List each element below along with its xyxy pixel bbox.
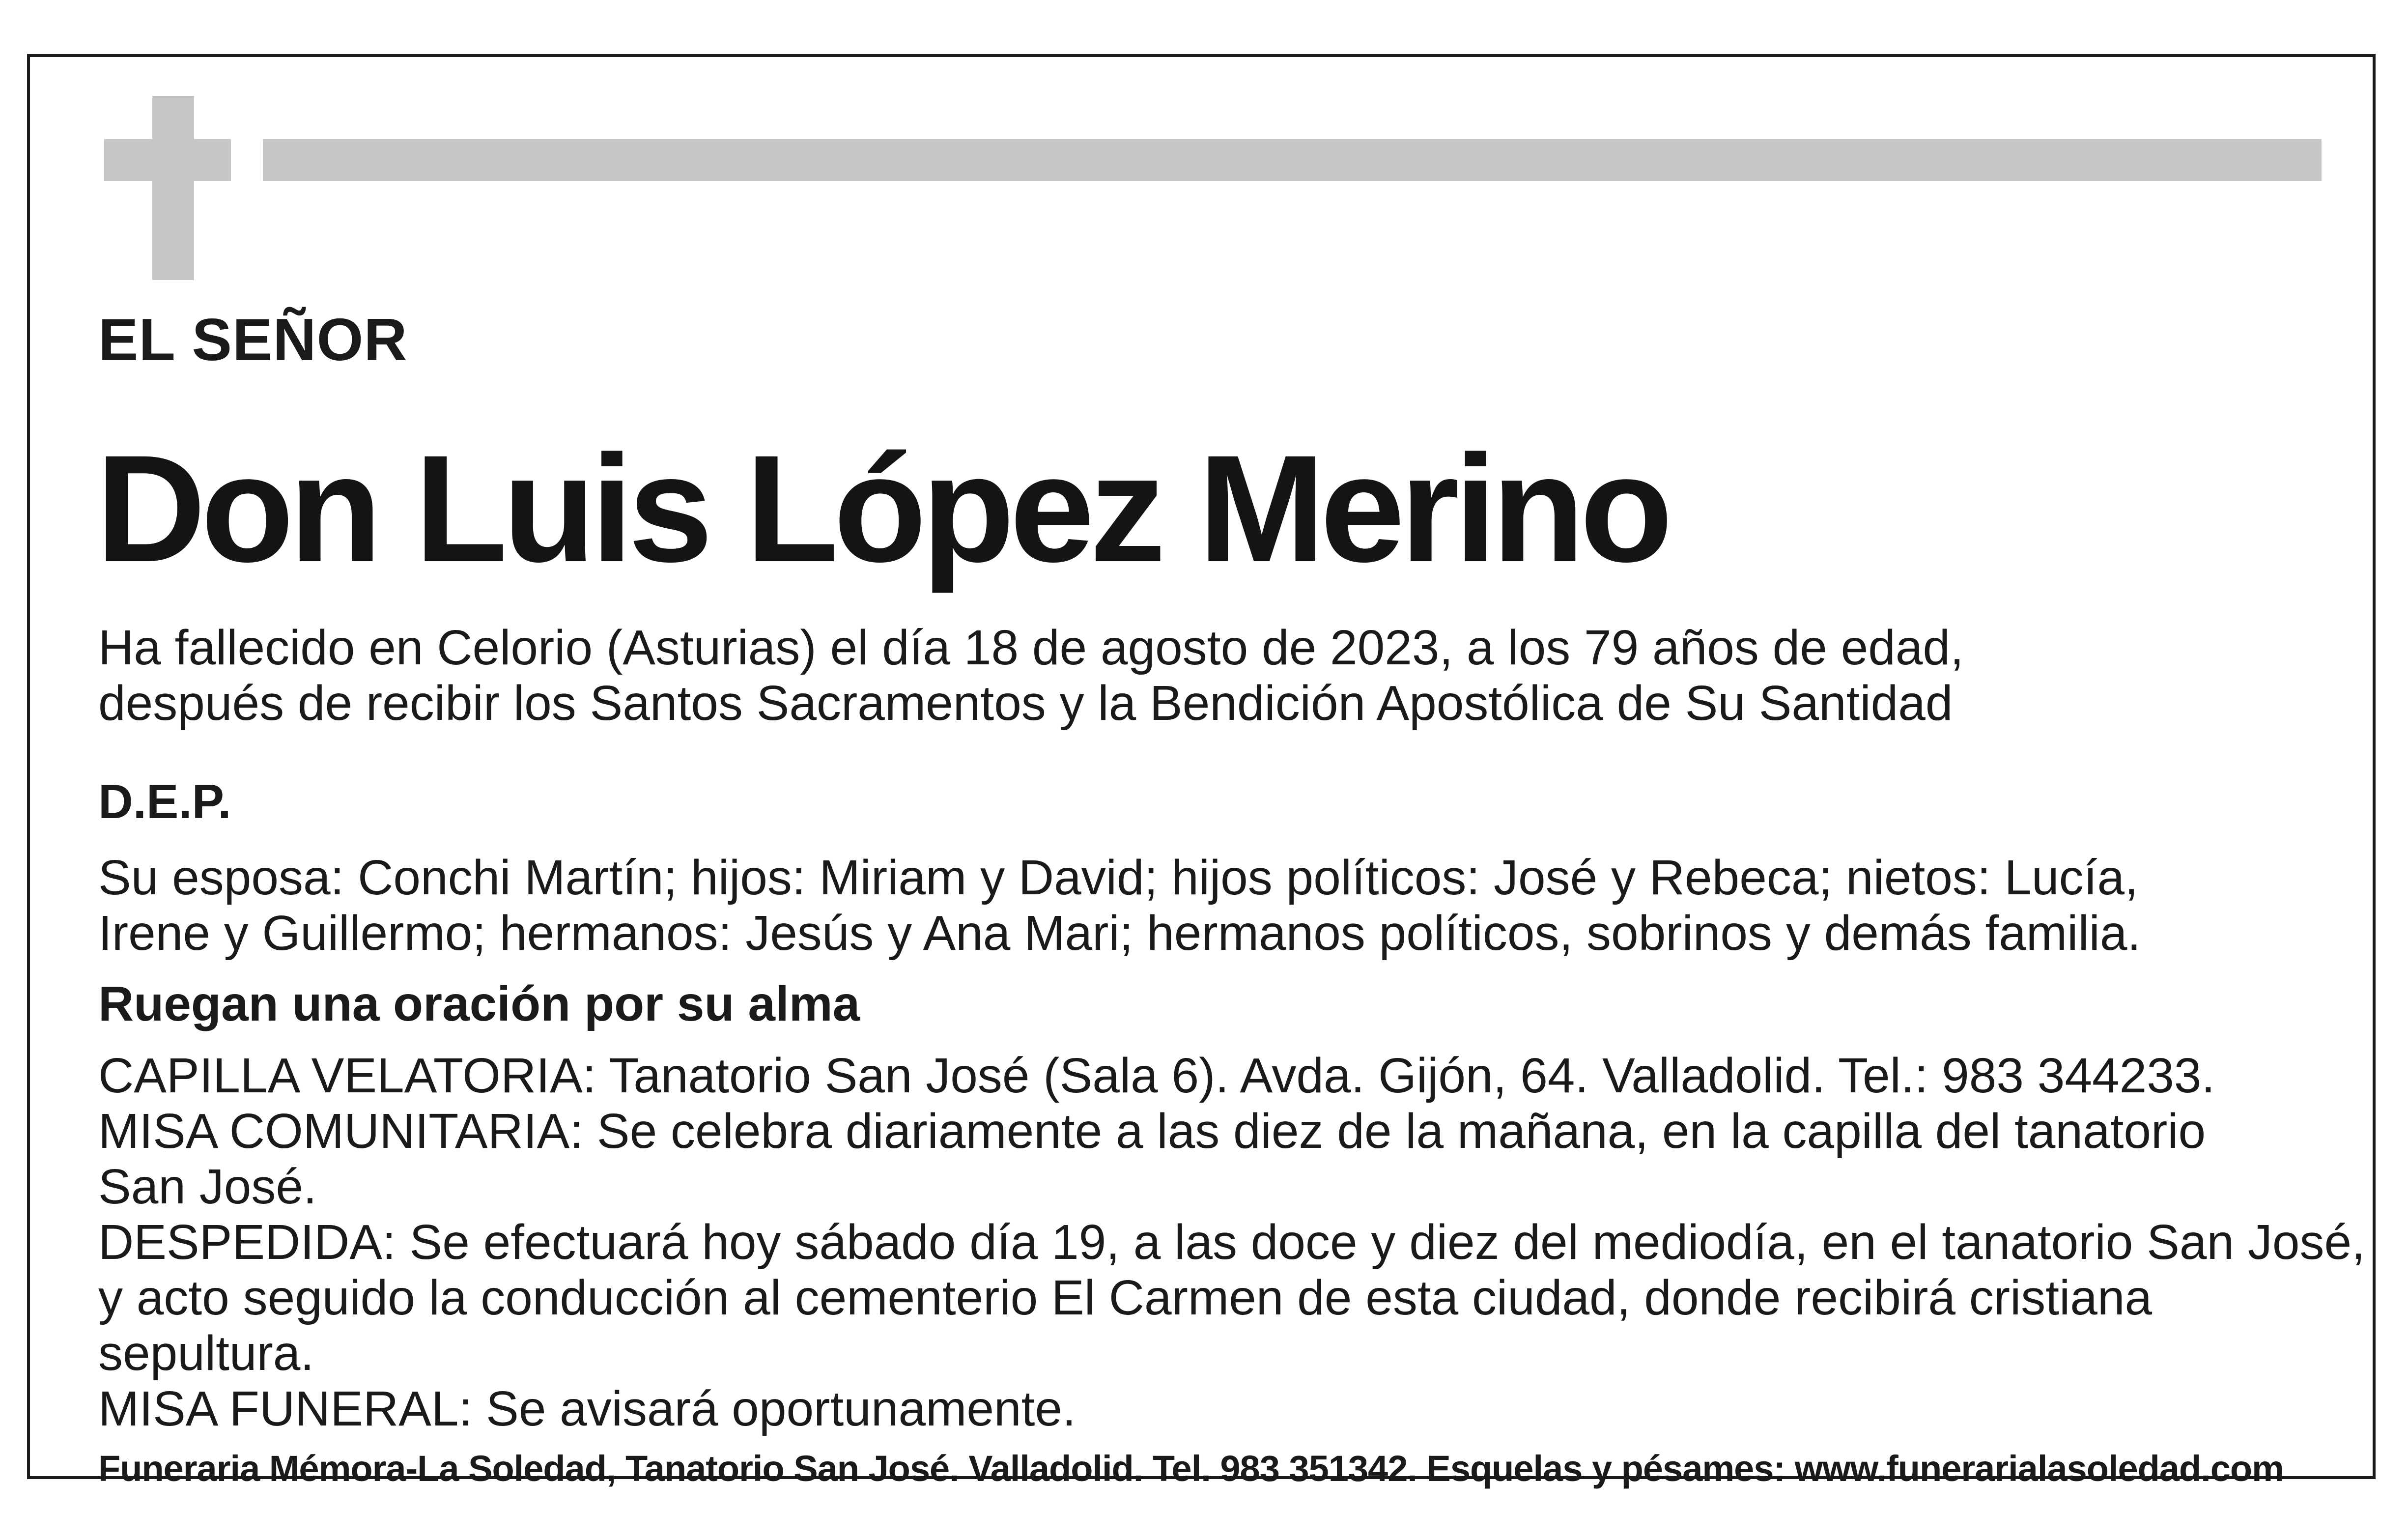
service-details xyxy=(98,1048,2365,1437)
family-line: Irene y Guillermo; hermanos: Jesús y Ana Mari; hermanos políticos, sobrinos y demás familia. xyxy=(98,906,2141,961)
intro-heading: EL SEÑOR xyxy=(98,306,408,373)
cross-icon xyxy=(152,96,194,280)
death-line: después de recibir los Santos Sacramentos y la Bendición Apostólica de Su Santidad xyxy=(98,676,1953,731)
funeral-home-footer: Funeraria Mémora-La Soledad, Tanatorio San José. Valladolid. Tel. 983 351342. Esquelas y pésames: www.funerarialasoledad.com xyxy=(98,1448,2284,1489)
detail-line: DESPEDIDA: Se efectuará hoy sábado día 19, a las doce y diez del mediodía, en el tanatorio San José, xyxy=(98,1215,2365,1270)
cross-icon-arm xyxy=(104,139,231,181)
family-line: Su esposa: Conchi Martín; hijos: Miriam y David; hijos políticos: José y Rebeca; nietos: Lucía, xyxy=(98,850,2138,905)
detail-line: sepultura. xyxy=(98,1326,314,1381)
detail-line: MISA FUNERAL: Se avisará oportunamente. xyxy=(98,1381,1076,1436)
detail-line: y acto seguido la conducción al cementerio El Carmen de esta ciudad, donde recibirá cristiana xyxy=(98,1270,2153,1325)
detail-line: MISA COMUNITARIA: Se celebra diariamente a las diez de la mañana, en la capilla del tanatorio xyxy=(98,1104,2206,1159)
detail-line: CAPILLA VELATORIA: Tanatorio San José (Sala 6). Avda. Gijón, 64. Valladolid. Tel.: 983 344233. xyxy=(98,1048,2215,1103)
death-line: Ha fallecido en Celorio (Asturias) el día 18 de agosto de 2023, a los 79 años de edad, xyxy=(98,620,1964,675)
family-list xyxy=(98,850,2141,961)
prayer-request: Ruegan una oración por su alma xyxy=(98,976,860,1031)
detail-line: San José. xyxy=(98,1159,317,1214)
deceased-name: Don Luis López Merino xyxy=(96,423,1668,594)
header-rule xyxy=(263,139,2322,181)
death-announcement xyxy=(98,620,1964,731)
rip-label: D.E.P. xyxy=(98,774,231,828)
